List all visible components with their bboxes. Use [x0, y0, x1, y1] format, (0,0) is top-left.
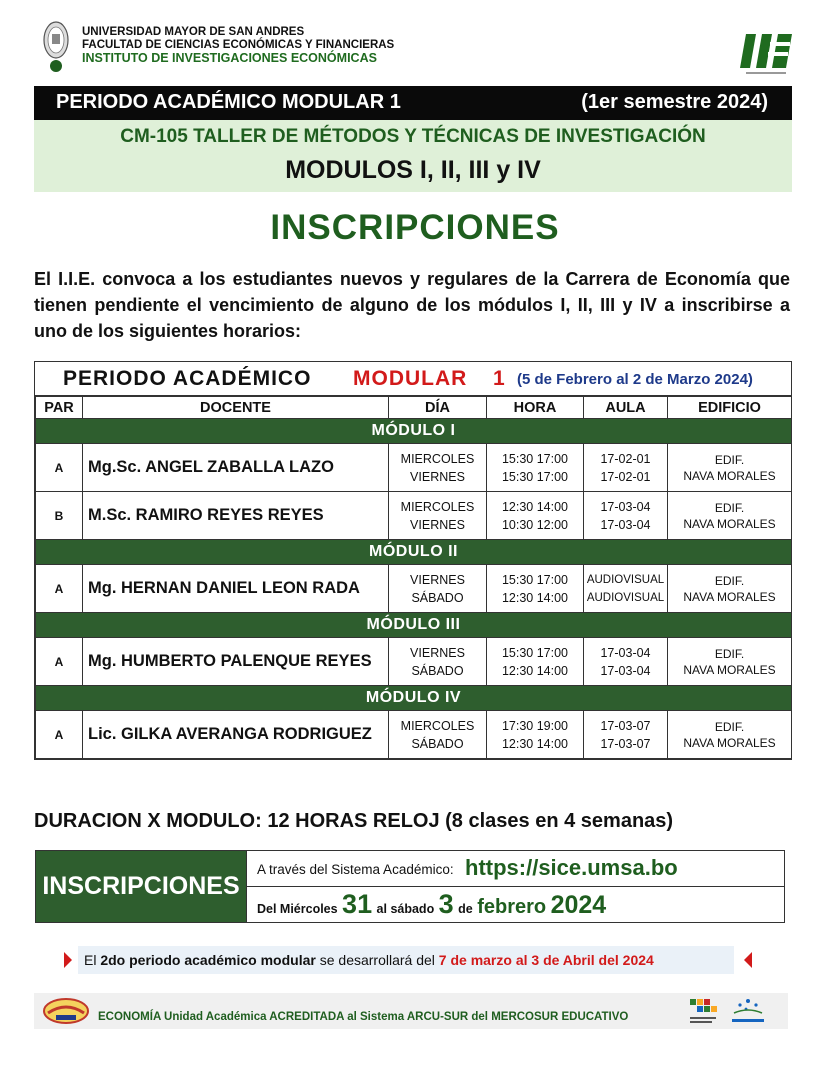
second-period-note [78, 946, 734, 974]
hora-line: 12:30 14:00 [501, 736, 569, 751]
dia-cell [389, 711, 487, 759]
hora-cell [487, 444, 584, 492]
par-cell: B [36, 492, 83, 540]
edificio-cell [668, 444, 792, 492]
edif-line: NAVA MORALES [683, 516, 776, 531]
edif-line: EDIF. [714, 646, 745, 661]
edif-line: EDIF. [714, 500, 745, 515]
aula-line: 17-03-04 [600, 499, 651, 514]
edif-line: EDIF. [714, 452, 745, 467]
column-header: DOCENTE [83, 397, 389, 419]
aula-cell [584, 565, 668, 613]
table-row [36, 444, 792, 492]
module-row [36, 419, 792, 444]
day-start: 31 [342, 889, 373, 919]
dia-line: MIERCOLES [400, 451, 475, 466]
docente-cell: Lic. GILKA AVERANGA RODRIGUEZ [83, 711, 389, 759]
dia-line: SÁBADO [411, 590, 464, 605]
aula-line: 17-03-07 [600, 736, 651, 751]
page-title: INSCRIPCIONES [270, 208, 560, 247]
to-label: al sábado [376, 902, 435, 916]
intro-paragraph: El I.I.E. convoca a los estudiantes nuevos y regulares de la Carrera de Economía que tienen pendiente el vencimiento de alguno de los módulos I, II, III y IV a inscribirse a uno de los siguientes horarios: [34, 269, 790, 341]
hora-line: 12:30 14:00 [501, 499, 569, 514]
arrow-right-icon [64, 952, 72, 968]
dia-line: SÁBADO [411, 736, 464, 751]
aula-line: 17-03-07 [600, 718, 651, 733]
edif-line: EDIF. [714, 719, 745, 734]
hora-cell [487, 565, 584, 613]
aula-cell [584, 638, 668, 686]
module-row [36, 540, 792, 565]
table-row [36, 565, 792, 613]
note-dates: 7 de marzo al 3 de Abril del 2024 [438, 952, 654, 968]
aula-line: 17-03-04 [600, 517, 651, 532]
aula-cell [584, 711, 668, 759]
dia-line: SÁBADO [411, 663, 464, 678]
course-modules: MODULOS I, II, III y IV [285, 156, 541, 184]
schedule-table [34, 361, 792, 760]
dia-line: MIERCOLES [400, 718, 475, 733]
arrow-left-icon [744, 952, 752, 968]
dia-line: MIERCOLES [400, 499, 475, 514]
schedule-dates: (5 de Febrero al 2 de Marzo 2024) [517, 371, 753, 388]
aula-line: 17-02-01 [600, 469, 651, 484]
inscription-dates [257, 889, 606, 920]
column-header: DÍA [389, 397, 487, 419]
schedule-title-c: 1 [493, 367, 505, 390]
hora-line: 10:30 12:00 [501, 517, 569, 532]
duration-text: DURACION X MODULO: 12 HORAS RELOJ (8 clases en 4 semanas) [34, 810, 674, 832]
university-seal-icon [42, 20, 70, 74]
day-end: 3 [438, 889, 454, 919]
faculty-name: FACULTAD DE CIENCIAS ECONÓMICAS Y FINANCIERAS [82, 39, 395, 51]
university-name: UNIVERSIDAD MAYOR DE SAN ANDRES [82, 26, 305, 38]
docente-cell: Mg.Sc. ANGEL ZABALLA LAZO [83, 444, 389, 492]
header [40, 18, 800, 78]
accreditation-text: ECONOMÍA Unidad Académica ACREDITADA al Sistema ARCU-SUR del MERCOSUR EDUCATIVO [98, 1011, 629, 1023]
table-row [36, 638, 792, 686]
aula-cell [584, 444, 668, 492]
inscription-url-link[interactable]: https://sice.umsa.bo [465, 855, 678, 880]
mercosur-logo-icon [726, 995, 770, 1027]
aula-line: AUDIOVISUAL [586, 573, 665, 586]
edif-line: EDIF. [714, 573, 745, 588]
aula-line: AUDIOVISUAL [586, 591, 665, 604]
inscription-dates-row [246, 887, 784, 922]
aula-line: 17-03-04 [600, 645, 651, 660]
par-cell: A [36, 565, 83, 613]
de-label: de [458, 902, 473, 916]
dia-line: VIERNES [410, 572, 465, 587]
module-label: MÓDULO IV [36, 686, 792, 711]
semester-label: (1er semestre 2024) [581, 91, 768, 113]
note-part: El [84, 952, 97, 968]
iie-logo-icon [740, 30, 792, 76]
schedule-title-b: MODULAR [353, 367, 468, 390]
dia-cell [389, 565, 487, 613]
from-label: Del Miércoles [257, 902, 338, 916]
module-label: MÓDULO I [36, 419, 792, 444]
footer [34, 993, 788, 1029]
hora-cell [487, 492, 584, 540]
edificio-cell [668, 492, 792, 540]
dia-cell [389, 638, 487, 686]
course-name: CM-105 TALLER DE MÉTODOS Y TÉCNICAS DE INVESTIGACIÓN [120, 126, 706, 147]
docente-cell: Mg. HUMBERTO PALENQUE REYES [83, 638, 389, 686]
docente-cell: Mg. HERNAN DANIEL LEON RADA [83, 565, 389, 613]
inscription-box [35, 850, 785, 923]
edificio-cell [668, 711, 792, 759]
year-label: 2024 [550, 891, 607, 919]
module-label: MÓDULO II [36, 540, 792, 565]
docente-cell: M.Sc. RAMIRO REYES REYES [83, 492, 389, 540]
inscription-url-row [246, 851, 784, 887]
module-label: MÓDULO III [36, 613, 792, 638]
edif-line: NAVA MORALES [683, 589, 776, 604]
edificio-cell [668, 565, 792, 613]
schedule-title-a: PERIODO ACADÉMICO [63, 367, 312, 390]
dia-cell [389, 444, 487, 492]
mercosur-educativo-logo-icon [686, 995, 720, 1027]
column-header: AULA [584, 397, 668, 419]
edif-line: NAVA MORALES [683, 468, 776, 483]
period-bar [34, 86, 792, 120]
hora-line: 15:30 17:00 [501, 451, 569, 466]
column-header-row [36, 397, 792, 419]
economia-logo-icon [42, 997, 90, 1025]
institute-name: INSTITUTO DE INVESTIGACIONES ECONÓMICAS [82, 51, 377, 65]
note-part: 2do periodo académico modular [100, 952, 316, 968]
hora-line: 15:30 17:00 [501, 469, 569, 484]
column-header: EDIFICIO [668, 397, 792, 419]
schedule-grid [35, 396, 792, 759]
aula-line: 17-02-01 [600, 451, 651, 466]
column-header: PAR [36, 397, 83, 419]
hora-cell [487, 711, 584, 759]
dia-line: VIERNES [410, 517, 465, 532]
hora-line: 15:30 17:00 [501, 645, 569, 660]
dia-line: VIERNES [410, 645, 465, 660]
hora-cell [487, 638, 584, 686]
table-row [36, 492, 792, 540]
month-label: febrero [477, 896, 547, 918]
hora-line: 12:30 14:00 [501, 590, 569, 605]
edif-line: NAVA MORALES [683, 735, 776, 750]
schedule-header [35, 362, 791, 396]
par-cell: A [36, 444, 83, 492]
dia-line: VIERNES [410, 469, 465, 484]
par-cell: A [36, 638, 83, 686]
institution-block [82, 26, 394, 65]
column-header: HORA [487, 397, 584, 419]
table-row [36, 711, 792, 759]
aula-line: 17-03-04 [600, 663, 651, 678]
module-row [36, 686, 792, 711]
hora-line: 15:30 17:00 [501, 572, 569, 587]
hora-line: 17:30 19:00 [501, 718, 569, 733]
note-part: se desarrollará del [319, 952, 435, 968]
period-title: PERIODO ACADÉMICO MODULAR 1 [56, 91, 401, 113]
hora-line: 12:30 14:00 [501, 663, 569, 678]
dia-cell [389, 492, 487, 540]
inscription-label: INSCRIPCIONES [36, 851, 246, 922]
module-row [36, 613, 792, 638]
par-cell: A [36, 711, 83, 759]
aula-cell [584, 492, 668, 540]
inscription-via: A través del Sistema Académico: [257, 862, 454, 877]
edif-line: NAVA MORALES [683, 662, 776, 677]
edificio-cell [668, 638, 792, 686]
course-bar [34, 120, 792, 192]
